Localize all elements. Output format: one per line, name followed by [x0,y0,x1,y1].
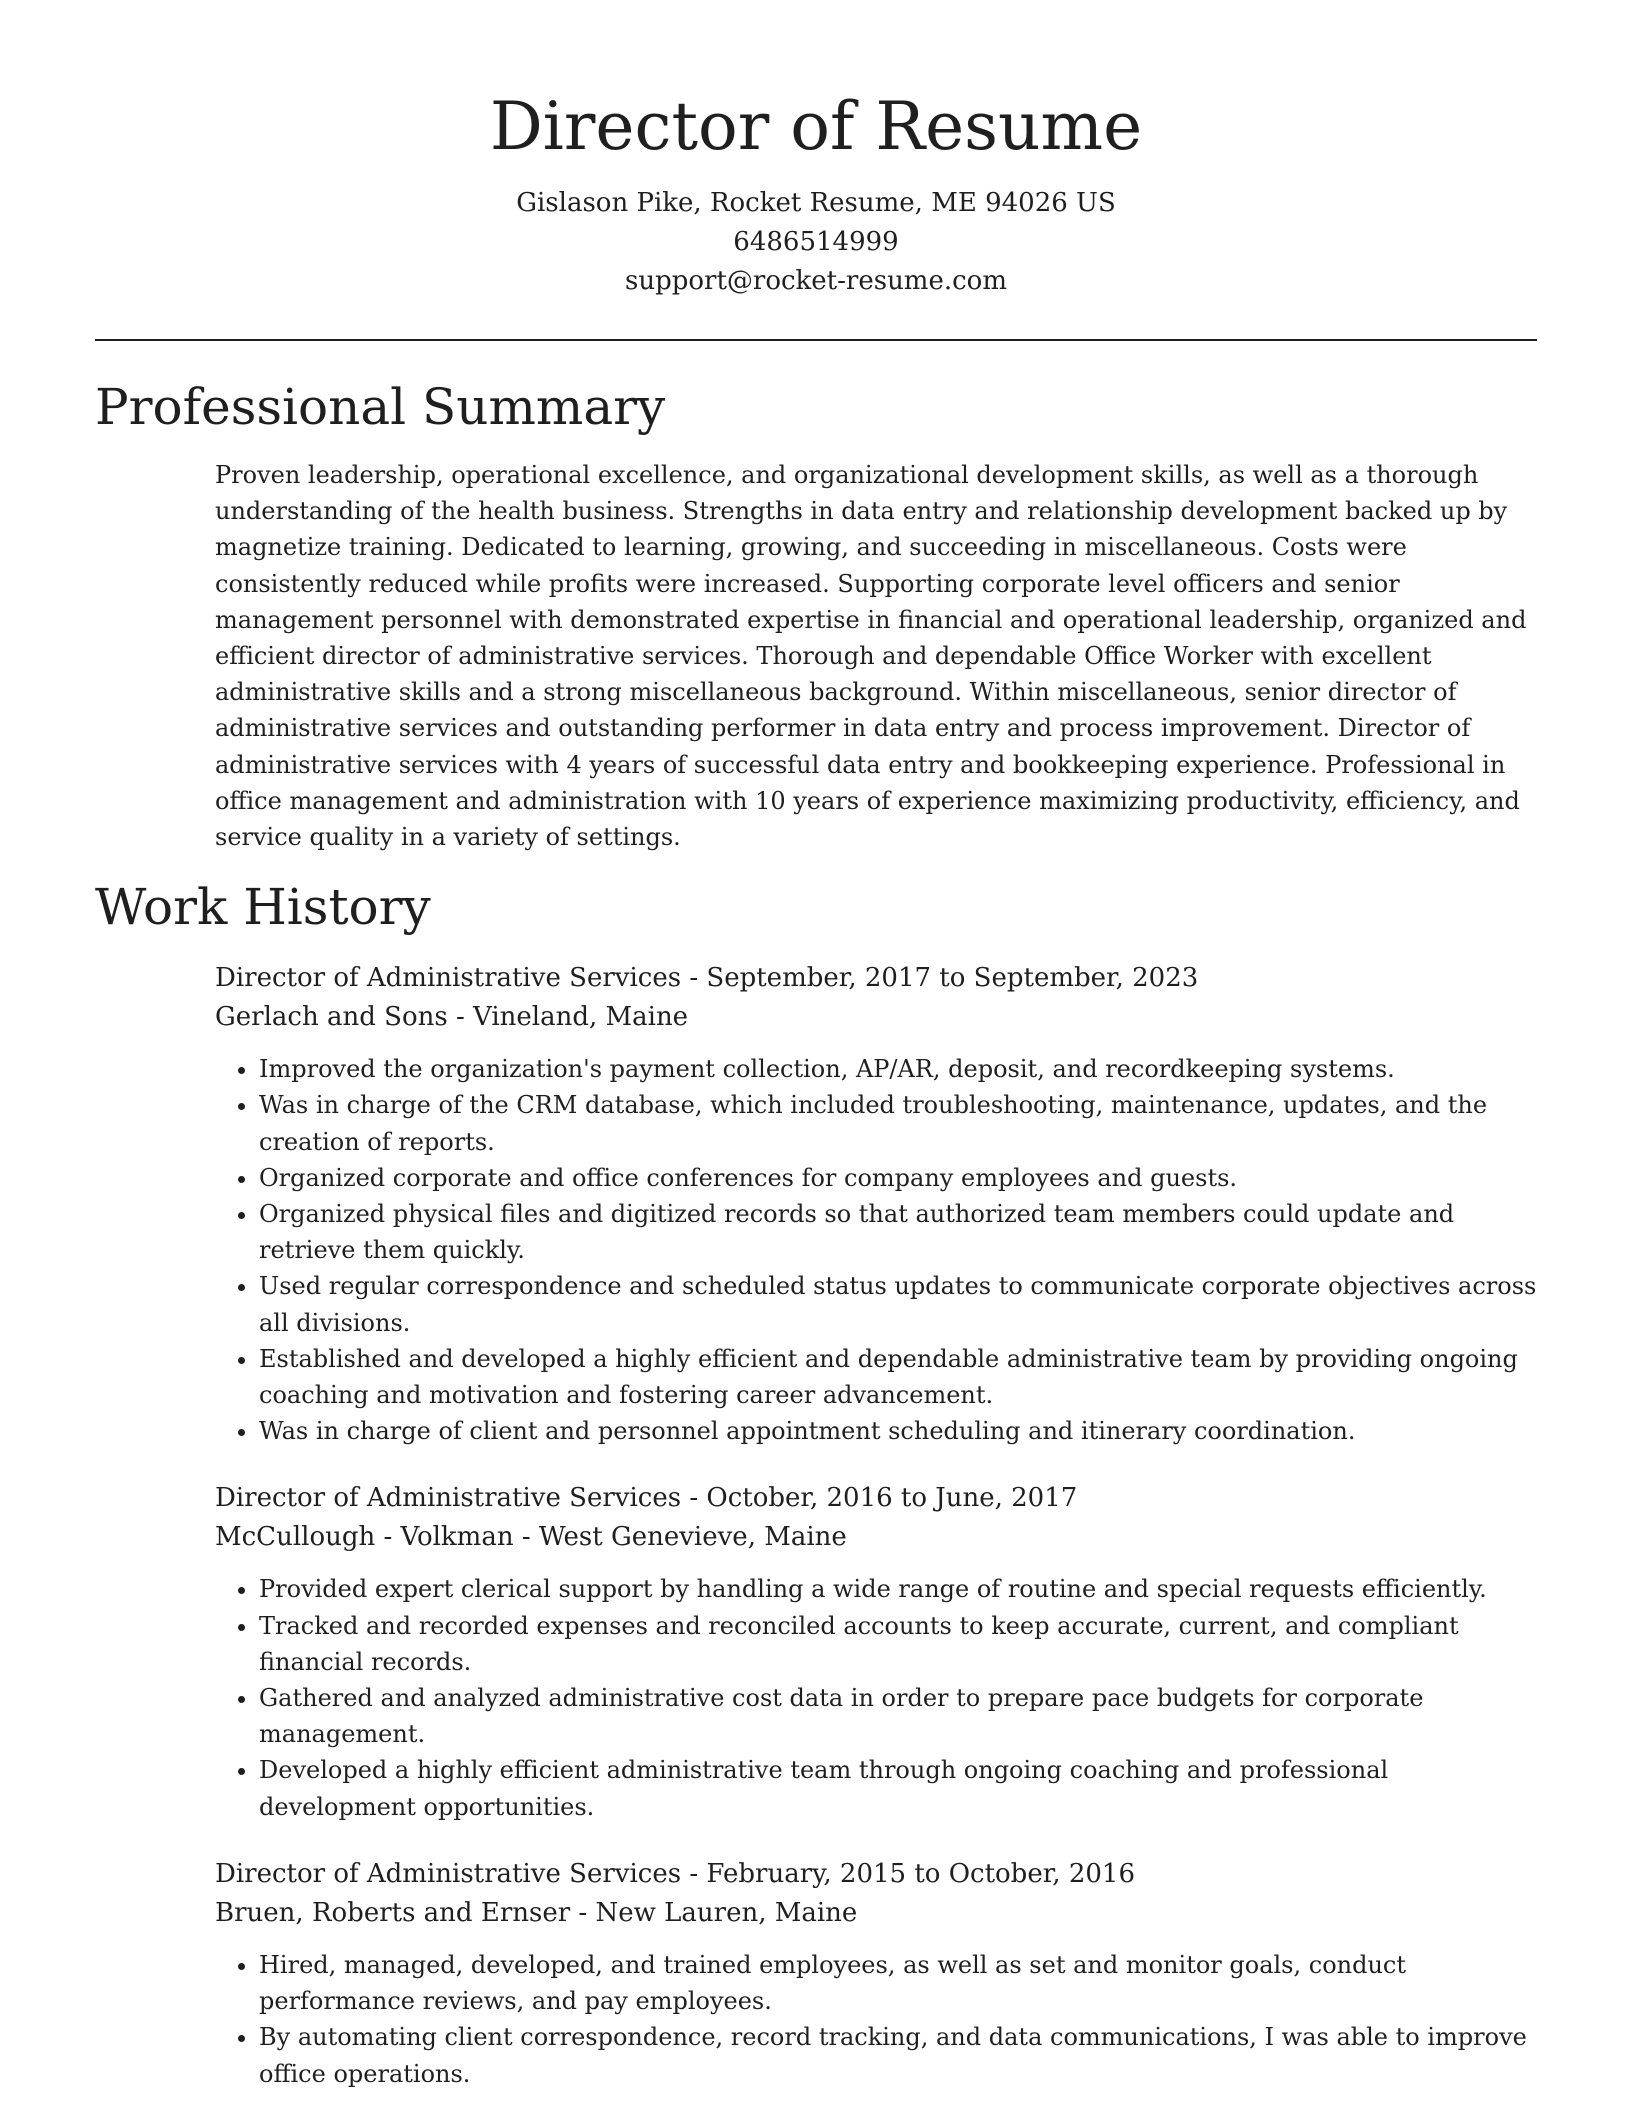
job-bullet: • Organized physical files and digitized records so that authorized team members could update and retrieve them quickly. [259,1196,1537,1268]
job-bullets [215,1051,1537,1449]
job-title-line [215,1479,1537,1518]
candidate-name: Director of Resume [489,88,1143,165]
job-dates: - February, 2015 to October, 2016 [681,1858,1135,1889]
job-bullets [215,1947,1537,2092]
job-company: McCullough - Volkman [215,1522,514,1553]
job-company: Gerlach and Sons [215,1002,448,1033]
job-company-line [215,998,1537,1037]
contact-phone: 6486514999 [733,227,899,257]
job-bullet: • Was in charge of the CRM database, which included troubleshooting, maintenance, updates, and the creation of reports. [259,1087,1537,1159]
job-title: Director of Administrative Services [215,963,682,994]
job-bullet: • By automating client correspondence, record tracking, and data communications, I was able to improve office operations. [259,2019,1537,2091]
summary-text: Proven leadership, operational excellence, and organizational development skills, as well as a thorough understanding of the health business. Strengths in data entry and relationship development backed up by magnetize training. Dedicated to learning, growing, and succeeding in miscellaneous. Costs were consistently reduced while profits were increased. Supporting corporate level officers and senior management personnel with demonstrated expertise in financial and operational leadership, organized and efficient director of administrative services. Thorough and dependable Office Worker with excellent administrative skills and a strong miscellaneous background. Within miscellaneous, senior director of administrative services and outstanding performer in data entry and process improvement. Director of administrative services with 4 years of successful data entry and bookkeeping experience. Professional in office management and administration with 10 years of experience maximizing productivity, efficiency, and service quality in a variety of settings. [215,461,1527,852]
job-title-line [215,1855,1537,1894]
job-company-line [215,1518,1537,1557]
job-dates: - October, 2016 to June, 2017 [681,1483,1078,1514]
job-entry [215,1855,1537,2092]
work-history-list [215,959,1537,2091]
contact-email: support@rocket-resume.com [624,266,1007,296]
job-bullet: • Established and developed a highly efficient and dependable administrative team by providing ongoing coaching and motivation and fostering career advancement. [259,1341,1537,1413]
job-title: Director of Administrative Services [215,1483,682,1514]
job-dates: - September, 2017 to September, 2023 [681,963,1199,994]
job-bullet: • Hired, managed, developed, and trained employees, as well as set and monitor goals, conduct performance reviews, and pay employees. [259,1947,1537,2019]
job-title-line [215,959,1537,998]
job-bullet: • Improved the organization's payment collection, AP/AR, deposit, and recordkeeping systems. [259,1051,1537,1087]
job-location: - New Lauren, Maine [570,1897,858,1928]
job-entry [215,1479,1537,1824]
resume-header [95,0,1537,301]
work-history-heading: Work History [95,878,431,937]
job-bullet: • Organized corporate and office conferences for company employees and guests. [259,1160,1537,1196]
summary-heading: Professional Summary [95,378,666,436]
job-entry [215,959,1537,1449]
job-title: Director of Administrative Services [215,1858,682,1889]
job-bullet: • Used regular correspondence and scheduled status updates to communicate corporate objectives across all divisions. [259,1268,1537,1340]
job-bullet: • Tracked and recorded expenses and reconciled accounts to keep accurate, current, and compliant financial records. [259,1608,1537,1680]
job-company-line [215,1894,1537,1933]
job-bullet: • Was in charge of client and personnel appointment scheduling and itinerary coordination. [259,1413,1537,1449]
job-location: - Vineland, Maine [447,1002,689,1033]
job-bullets [215,1571,1537,1824]
job-bullet: • Gathered and analyzed administrative cost data in order to prepare pace budgets for corporate management. [259,1680,1537,1752]
header-divider [95,339,1537,341]
job-location: - West Genevieve, Maine [513,1522,847,1553]
job-company: Bruen, Roberts and Ernser [215,1897,571,1928]
job-bullet: • Developed a highly efficient administrative team through ongoing coaching and professional development opportunities. [259,1752,1537,1824]
job-bullet: • Provided expert clerical support by handling a wide range of routine and special requests efficiently. [259,1571,1537,1607]
contact-address: Gislason Pike, Rocket Resume, ME 94026 US [516,188,1116,218]
